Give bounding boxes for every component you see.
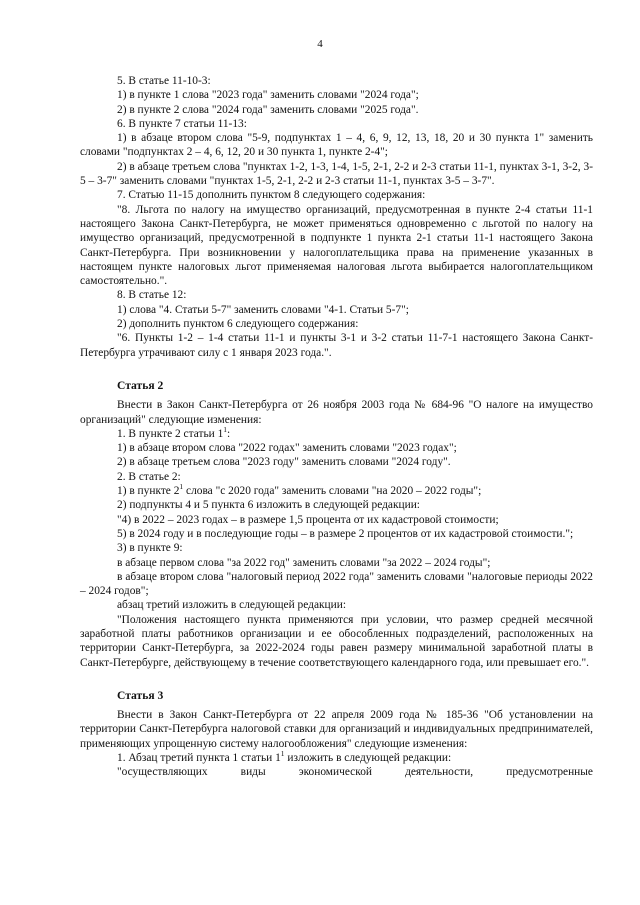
section1-paragraph: 7. Статью 11-15 дополнить пунктом 8 следующего содержания:: [117, 189, 426, 202]
document-body: [80, 74, 593, 780]
section1-paragraph: 2) в пункте 2 слова "2024 года" заменить словами "2025 года".: [117, 103, 419, 116]
superscript: 1: [223, 425, 228, 435]
article2-paragraph: в абзаце втором слова "налоговый период 2022 года" заменить словами "налоговые периоды 2022 – 2024 годов";: [80, 570, 593, 598]
article2-paragraph: 1. В пункте 2 статьи $1^1$:: [117, 425, 231, 440]
section1-paragraph: 5. В статье 11-10-3:: [117, 75, 211, 87]
article2-paragraph: "Положения настоящего пункта применяются при условии, что размер средней месячной заработной платы работников организации и ее обособленных подразделений, расположенных на территории Санкт-Петербурга, за 2022-2024 годы равен размеру минимальной заработной платы в Санкт-Петербурге, действующему в течение соответствующего календарного года, или превышает его.".: [80, 613, 593, 669]
article2-paragraph: 5) в 2024 году и в последующие годы – в размере 2 процентов от их кадастровой стоимости.";: [117, 527, 574, 540]
article3-heading: Статья 3: [117, 688, 164, 702]
article2-paragraph: 3) в пункте 9:: [117, 542, 183, 555]
article2-paragraph: в абзаце первом слова "за 2022 год" заменить словами "за 2022 – 2024 годы";: [117, 556, 491, 569]
article3-intro: Внести в Закон Санкт-Петербурга от 22 апреля 2009 года № 185-36 "Об установлении на территории Санкт-Петербурга налоговой ставки для организаций и индивидуальных предпринимателей, применяющих упрощенную систему налогообложения" следующие изменения:: [80, 709, 593, 750]
superscript: 1: [179, 482, 184, 492]
article2-paragraph: 1) в пункте $2^1$ слова "с 2020 года" заменить словами "на 2020 – 2022 годы";: [117, 482, 482, 498]
article2-intro: Внести в Закон Санкт-Петербурга от 26 ноября 2003 года № 684-96 "О налоге на имущество организаций" следующие изменения:: [80, 399, 593, 426]
article1-continuation: [80, 74, 593, 360]
section1-paragraph: "8. Льгота по налогу на имущество организаций, предусмотренная в пункте 2-4 статьи 11-1 настоящего Закона Санкт-Петербурга, не может применяться одновременно с льготой по налогу на имущество организаций, предусмотренной в подпункте 1 пункта 2-1 статьи 11-1 настоящего Закона Санкт-Петербурга. При возникновении у налогоплательщика права на применение указанных в настоящем пункте налоговых льгот применяемая налоговая льгота выбирается налогоплательщиком самостоятельно.".: [80, 203, 593, 288]
section1-paragraph: 1) в абзаце втором слова "5-9, подпунктах 1 – 4, 6, 9, 12, 13, 18, 20 и 30 пункта 1" заменить словами "подпунктах 2 – 4, 6, 12, 20 и 30 пункта 1, пункте 2-4";: [80, 132, 593, 159]
section1-paragraph: 6. В пункте 7 статьи 11-13:: [117, 117, 247, 130]
article2-paragraph: абзац третий изложить в следующей редакции:: [117, 599, 346, 612]
section1-paragraph: 1) слова "4. Статьи 5-7" заменить словами "4-1. Статьи 5-7";: [117, 303, 409, 316]
section1-paragraph: 2) дополнить пунктом 6 следующего содержания:: [117, 318, 359, 331]
superscript: 1: [280, 749, 285, 759]
section1-paragraph: 2) в абзаце третьем слова "пунктах 1-2, 1-3, 1-4, 1-5, 2-1, 2-2 и 2-3 статьи 11-1, пунктах 3-1, 3-2, 3-5 – 3-7" заменить словами "пунктах 1-5, 2-1, 2-2 и 2-3 статьи 11-1, пунктах 3-5 – 3-7".: [80, 160, 593, 188]
article2-paragraph: "4) в 2022 – 2023 годах – в размере 1,5 процента от их кадастровой стоимости;: [117, 513, 499, 526]
page-number: 4: [317, 38, 323, 50]
section1-paragraph: "6. Пункты 1-2 – 1-4 статьи 11-1 и пункты 3-1 и 3-2 статьи 11-7-1 настоящего Закона Санкт-Петербурга утрачивают силу с 1 января 2023 года.".: [80, 332, 593, 359]
section1-paragraph: 1) в пункте 1 слова "2023 года" заменить словами "2024 года";: [117, 89, 419, 102]
article3-paragraph: "осуществляющих виды экономической деятельности, предусмотренные: [117, 766, 593, 779]
section1-paragraph: 8. В статье 12:: [117, 289, 187, 302]
article2-paragraph: 2) подпункты 4 и 5 пункта 6 изложить в следующей редакции:: [117, 499, 420, 512]
article2-paragraph: 2. В статье 2:: [117, 470, 181, 483]
article2-paragraph: 1) в абзаце втором слова "2022 годах" заменить словами "2023 годах";: [117, 442, 457, 455]
article2-heading: Статья 2: [117, 378, 164, 392]
article3-paragraph: 1. Абзац третий пункта 1 статьи $1^1$ изложить в следующей редакции:: [117, 749, 452, 765]
article2-paragraph: 2) в абзаце третьем слова "2023 году" заменить словами "2024 году".: [117, 456, 451, 469]
